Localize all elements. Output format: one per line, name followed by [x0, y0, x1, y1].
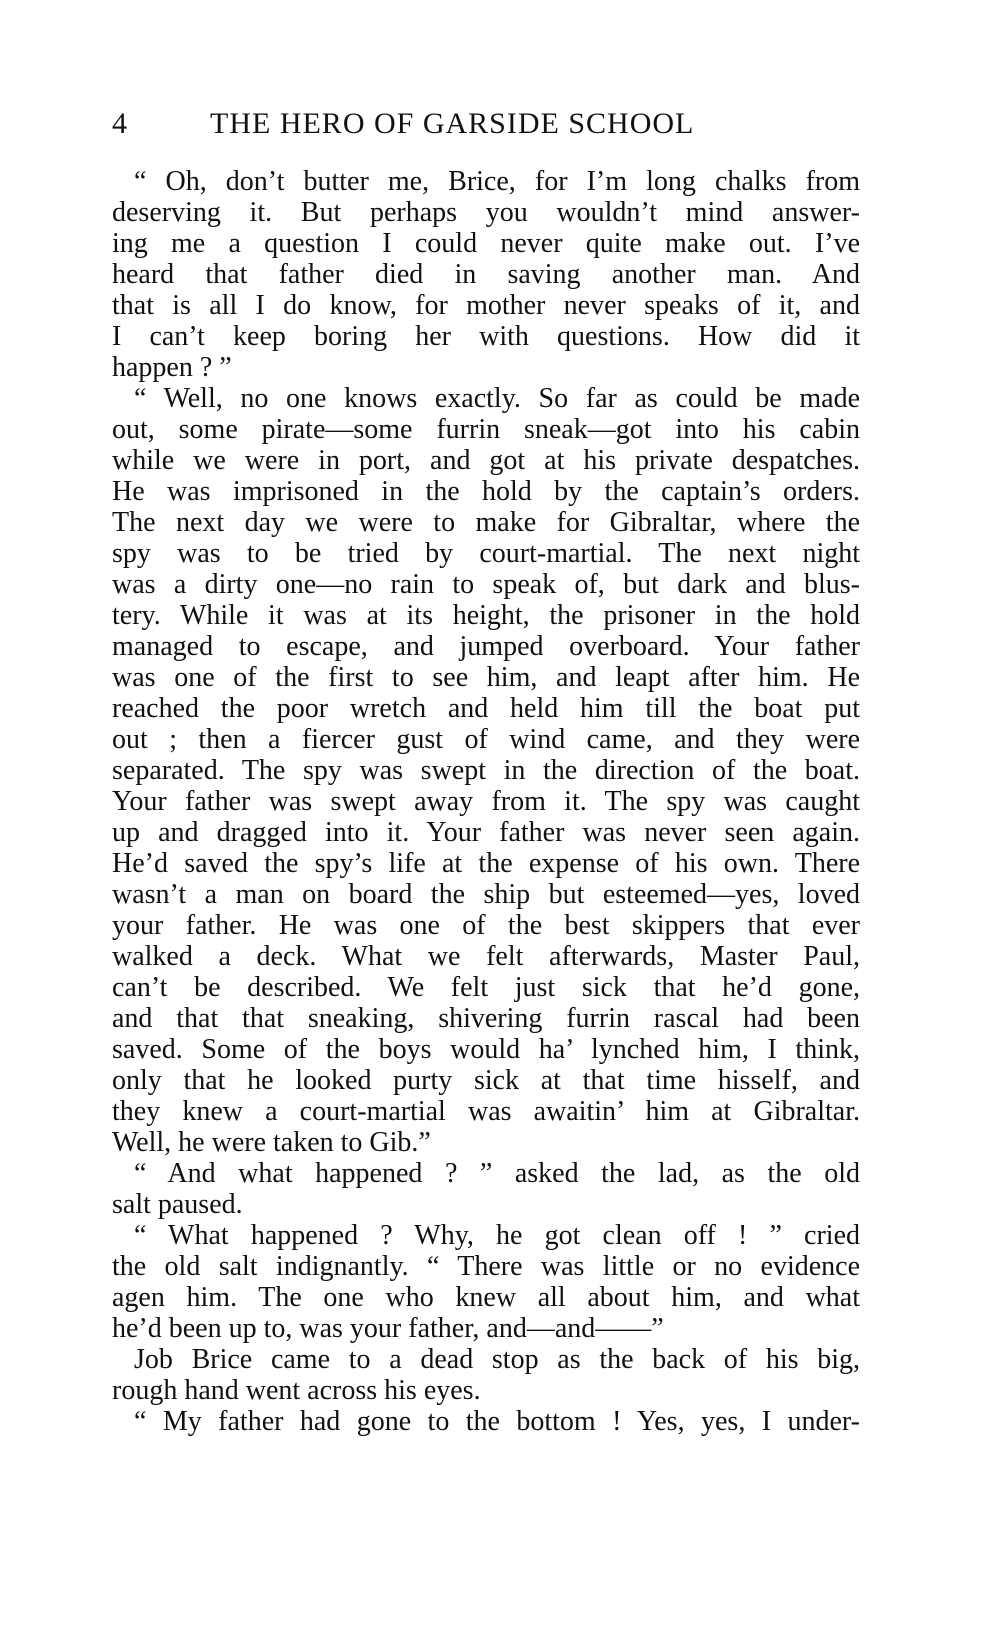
text-line: they knew a court-martial was awaitin’ him at Gibraltar.	[112, 1096, 860, 1127]
text-line: separated. The spy was swept in the direction of the boat.	[112, 755, 860, 786]
text-line: Job Brice came to a dead stop as the back of his big,	[134, 1344, 860, 1375]
text-line: was a dirty one—no rain to speak of, but dark and blus-	[112, 569, 860, 600]
text-line: was one of the first to see him, and leapt after him. He	[112, 662, 860, 693]
text-line: deserving it. But perhaps you wouldn’t mind answer-	[112, 197, 860, 228]
text-line: wasn’t a man on board the ship but esteemed—yes, loved	[112, 879, 860, 910]
text-line: “ Oh, don’t butter me, Brice, for I’m long chalks from	[134, 166, 860, 197]
text-line: tery. While it was at its height, the prisoner in the hold	[112, 600, 860, 631]
text-line: rough hand went across his eyes.	[112, 1375, 481, 1406]
text-line: walked a deck. What we felt afterwards, Master Paul,	[112, 941, 860, 972]
text-line: “ My father had gone to the bottom ! Yes, yes, I under-	[134, 1406, 860, 1437]
text-line: happen ? ”	[112, 352, 232, 383]
text-line: the old salt indignantly. “ There was little or no evidence	[112, 1251, 860, 1282]
text-line: Well, he were taken to Gib.”	[112, 1127, 431, 1158]
page-header	[112, 104, 860, 144]
text-line: while we were in port, and got at his private despatches.	[112, 445, 860, 476]
text-line: reached the poor wretch and held him till the boat put	[112, 693, 860, 724]
text-line: and that that sneaking, shivering furrin rascal had been	[112, 1003, 860, 1034]
text-line: he’d been up to, was your father, and—and——”	[112, 1313, 664, 1344]
text-line: only that he looked purty sick at that time hisself, and	[112, 1065, 860, 1096]
text-line: your father. He was one of the best skippers that ever	[112, 910, 860, 941]
text-line: salt paused.	[112, 1189, 243, 1220]
page-number: 4	[112, 107, 127, 140]
text-line: heard that father died in saving another man. And	[112, 259, 860, 290]
text-line: that is all I do know, for mother never speaks of it, and	[112, 290, 860, 321]
text-line: “ What happened ? Why, he got clean off ! ” cried	[134, 1220, 860, 1251]
text-line: “ And what happened ? ” asked the lad, as the old	[134, 1158, 860, 1189]
body-text	[112, 166, 860, 1437]
text-line: spy was to be tried by court-martial. The next night	[112, 538, 860, 569]
text-line: agen him. The one who knew all about him, and what	[112, 1282, 860, 1313]
text-line: Your father was swept away from it. The spy was caught	[112, 786, 860, 817]
text-line: can’t be described. We felt just sick that he’d gone,	[112, 972, 860, 1003]
text-line: managed to escape, and jumped overboard. Your father	[112, 631, 860, 662]
text-line: up and dragged into it. Your father was never seen again.	[112, 817, 860, 848]
running-title: THE HERO OF GARSIDE SCHOOL	[210, 107, 695, 140]
text-line: He was imprisoned in the hold by the captain’s orders.	[112, 476, 860, 507]
text-line: “ Well, no one knows exactly. So far as could be made	[134, 383, 860, 414]
text-line: ing me a question I could never quite make out. I’ve	[112, 228, 860, 259]
text-line: saved. Some of the boys would ha’ lynched him, I think,	[112, 1034, 860, 1065]
text-line: The next day we were to make for Gibraltar, where the	[112, 507, 860, 538]
text-line: He’d saved the spy’s life at the expense of his own. There	[112, 848, 860, 879]
text-line: out ; then a fiercer gust of wind came, and they were	[112, 724, 860, 755]
text-line: I can’t keep boring her with questions. How did it	[112, 321, 860, 352]
text-line: out, some pirate—some furrin sneak—got into his cabin	[112, 414, 860, 445]
